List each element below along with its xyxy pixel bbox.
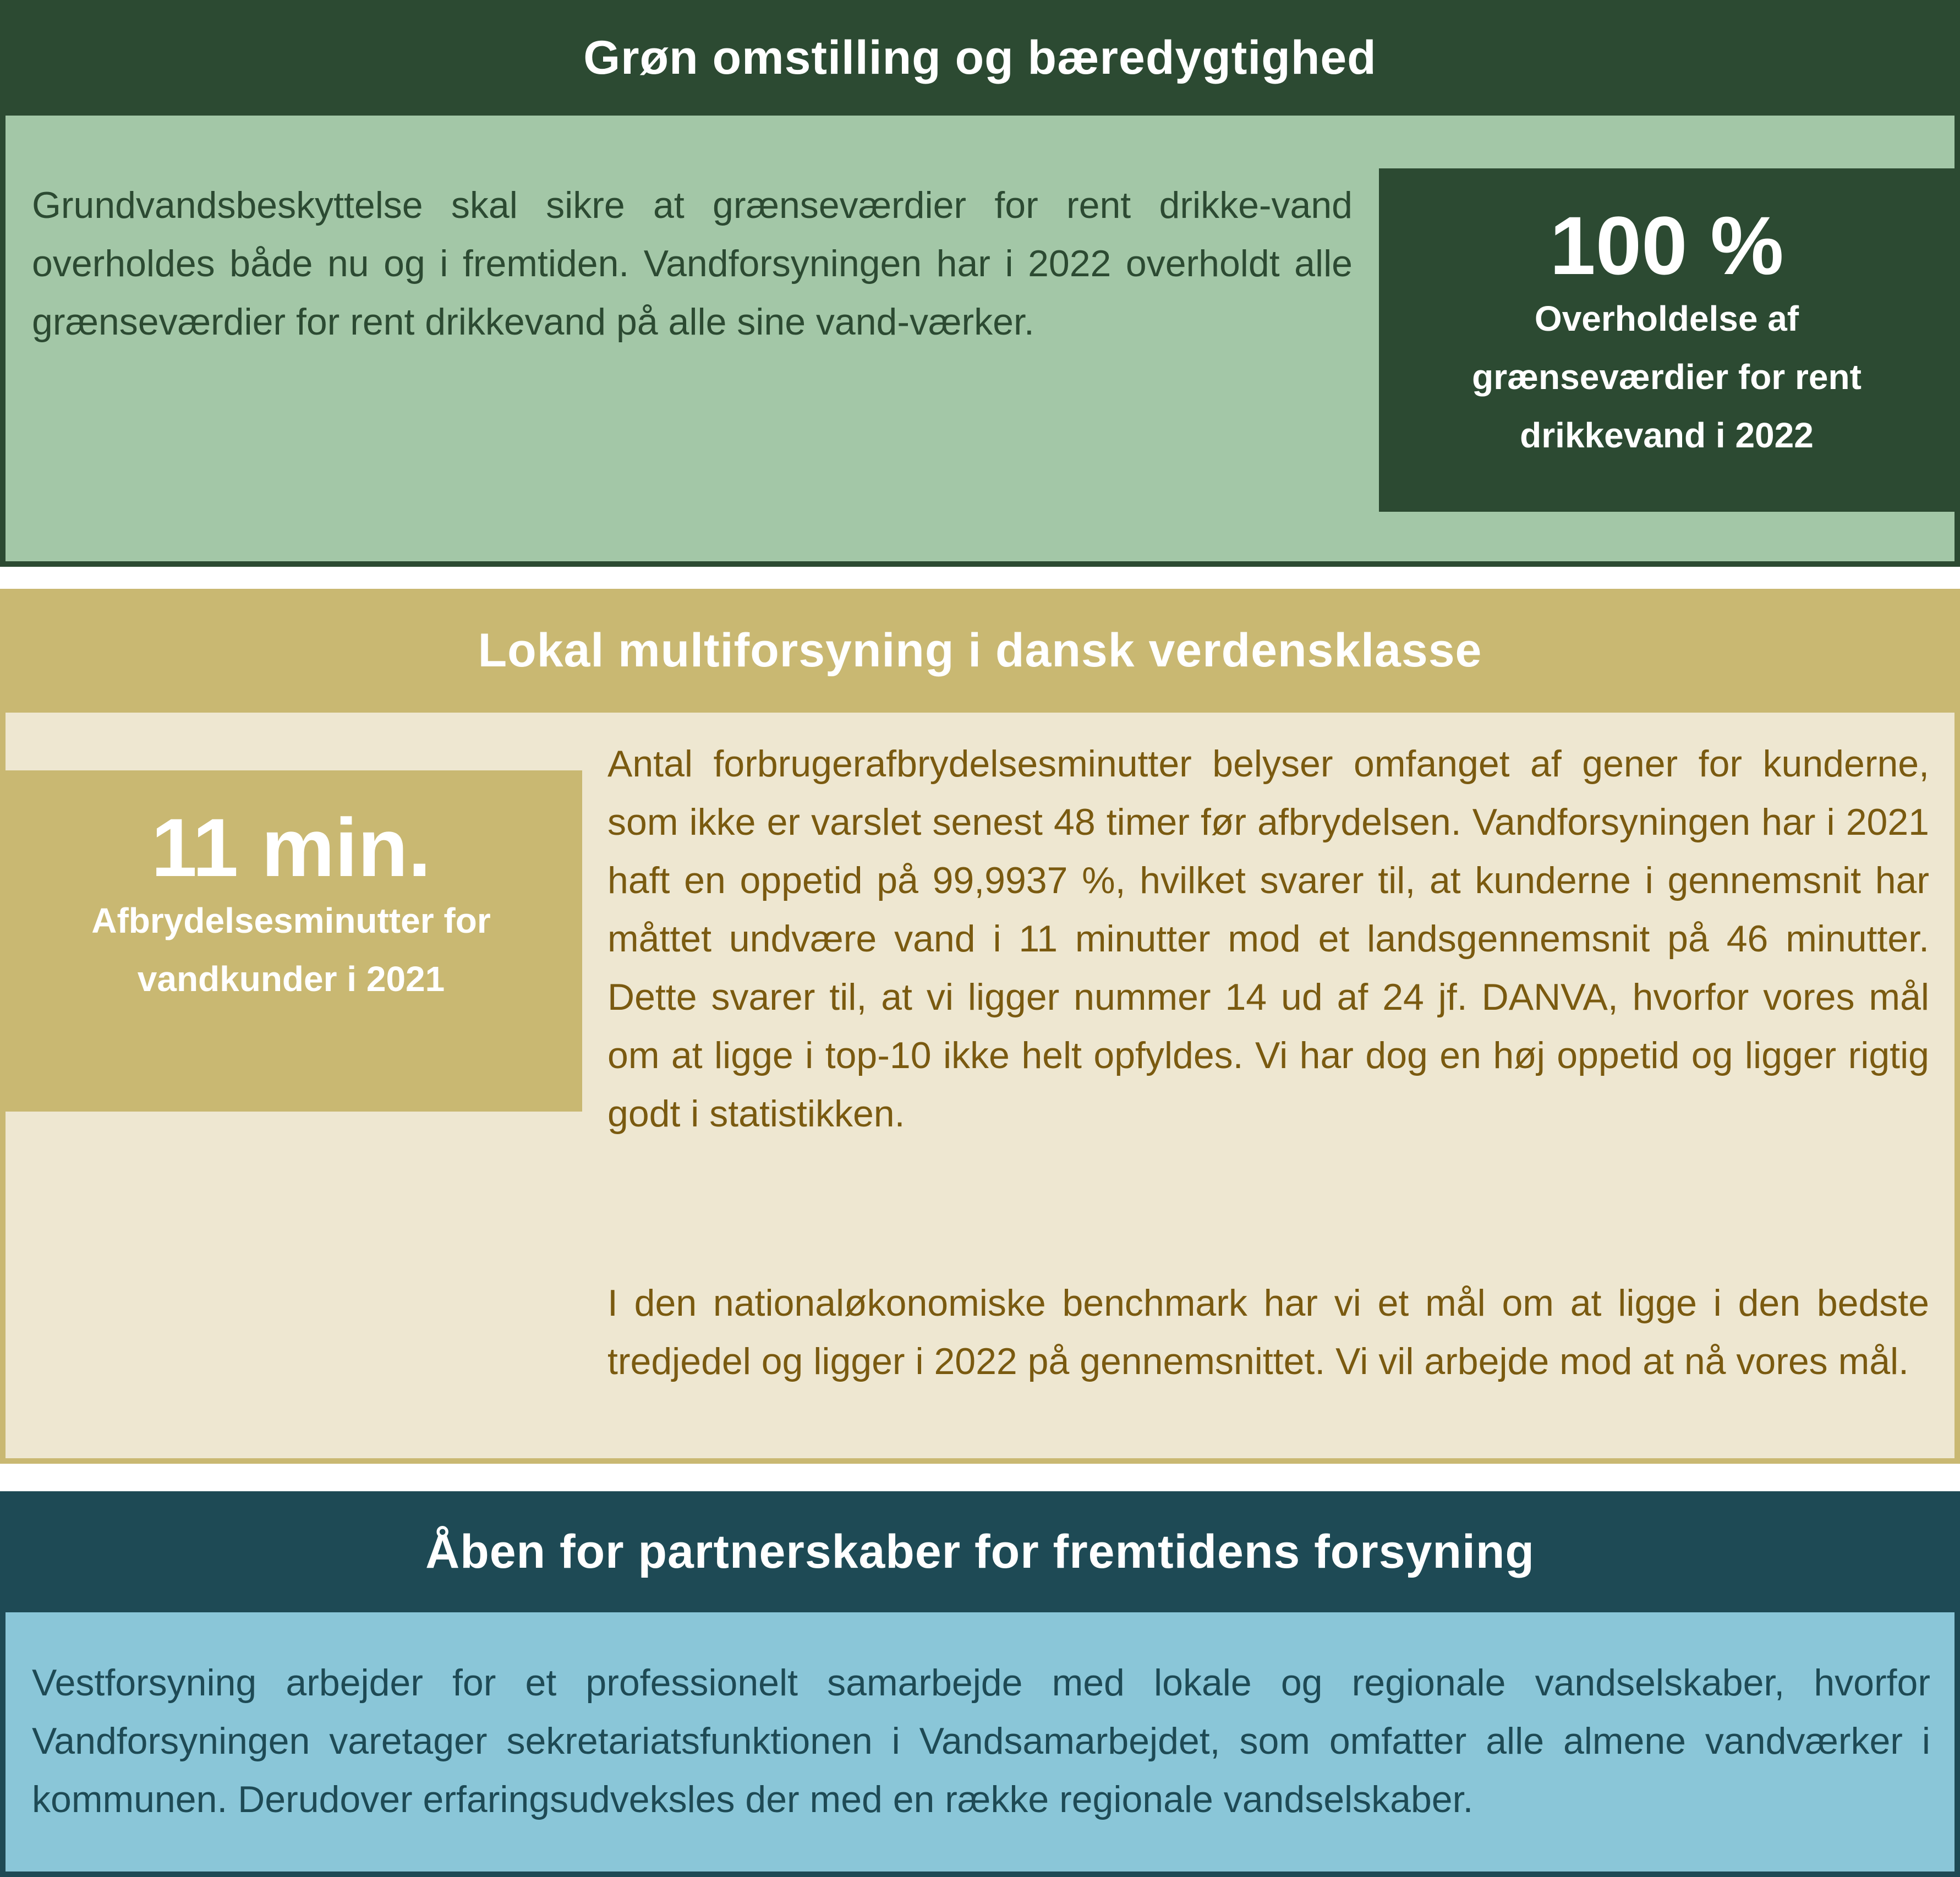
section-body-text: Antal forbrugerafbrydelsesminutter belyser omfanget af gener for kunderne, som ikke er varslet senest 48 timer før afbrydelsen. Vandforsyningen har i 2021 haft en oppetid på 99,9937 %, hvilket svarer til, at kunderne i gennemsnit har måttet undvære vand i 11 minutter mod et landsgennemsnit på 46 minutter. Dette svarer til, at vi ligger nummer 14 ud af 24 jf. DANVA, hvorfor vores mål om at ligge i top-10 ikke helt opfyldes. Vi har dog en høj oppetid og ligger rigtig godt i statistikken. (607, 743, 1929, 1135)
section-title: Grøn omstilling og bæredygtighed (583, 31, 1377, 84)
section-panel (6, 713, 1954, 1458)
stat-value: 11 min. (151, 801, 431, 894)
section-title: Lokal multiforsyning i dansk verdensklasse (478, 624, 1482, 677)
section-green-transition (0, 0, 1960, 567)
stat-label: Overholdelse af grænseværdier for rent drikkevand i 2022 (1472, 299, 1862, 455)
section-body-text-2: I den nationaløkonomiske benchmark har vi et mål om at ligge i den bedste tredjedel og ligger i 2022 på gennemsnittet. Vi vil arbejde mod at nå vores mål. (607, 1282, 1929, 1382)
stat-value: 100 % (1550, 199, 1784, 292)
stat-label: Afbrydelsesminutter for vandkunder i 2021 (91, 901, 491, 999)
stat-box (1379, 168, 1954, 512)
section-local-multisupply (0, 589, 1960, 1464)
section-title: Åben for partnerskaber for fremtidens forsyning (425, 1525, 1535, 1578)
section-panel (6, 116, 1954, 561)
stat-box (0, 770, 582, 1112)
section-partnerships (0, 1491, 1960, 1877)
section-body-text: Grundvandsbeskyttelse skal sikre at grænseværdier for rent drikke-vand overholdes både nu og i fremtiden. Vandforsyningen har i 2022 overholdt alle grænseværdier for rent drikkevand på alle sine vand-værker. (32, 184, 1353, 343)
section-panel (6, 1612, 1954, 1871)
section-body-text: Vestforsyning arbejder for et professionelt samarbejde med lokale og regionale vandselskaber, hvorfor Vandforsyningen varetager sekretariatsfunktionen i Vandsamarbejdet, som omfatter alle almene vandværker i kommunen. Derudover erfaringsudveksles der med en række regionale vandselskaber. (32, 1662, 1930, 1820)
